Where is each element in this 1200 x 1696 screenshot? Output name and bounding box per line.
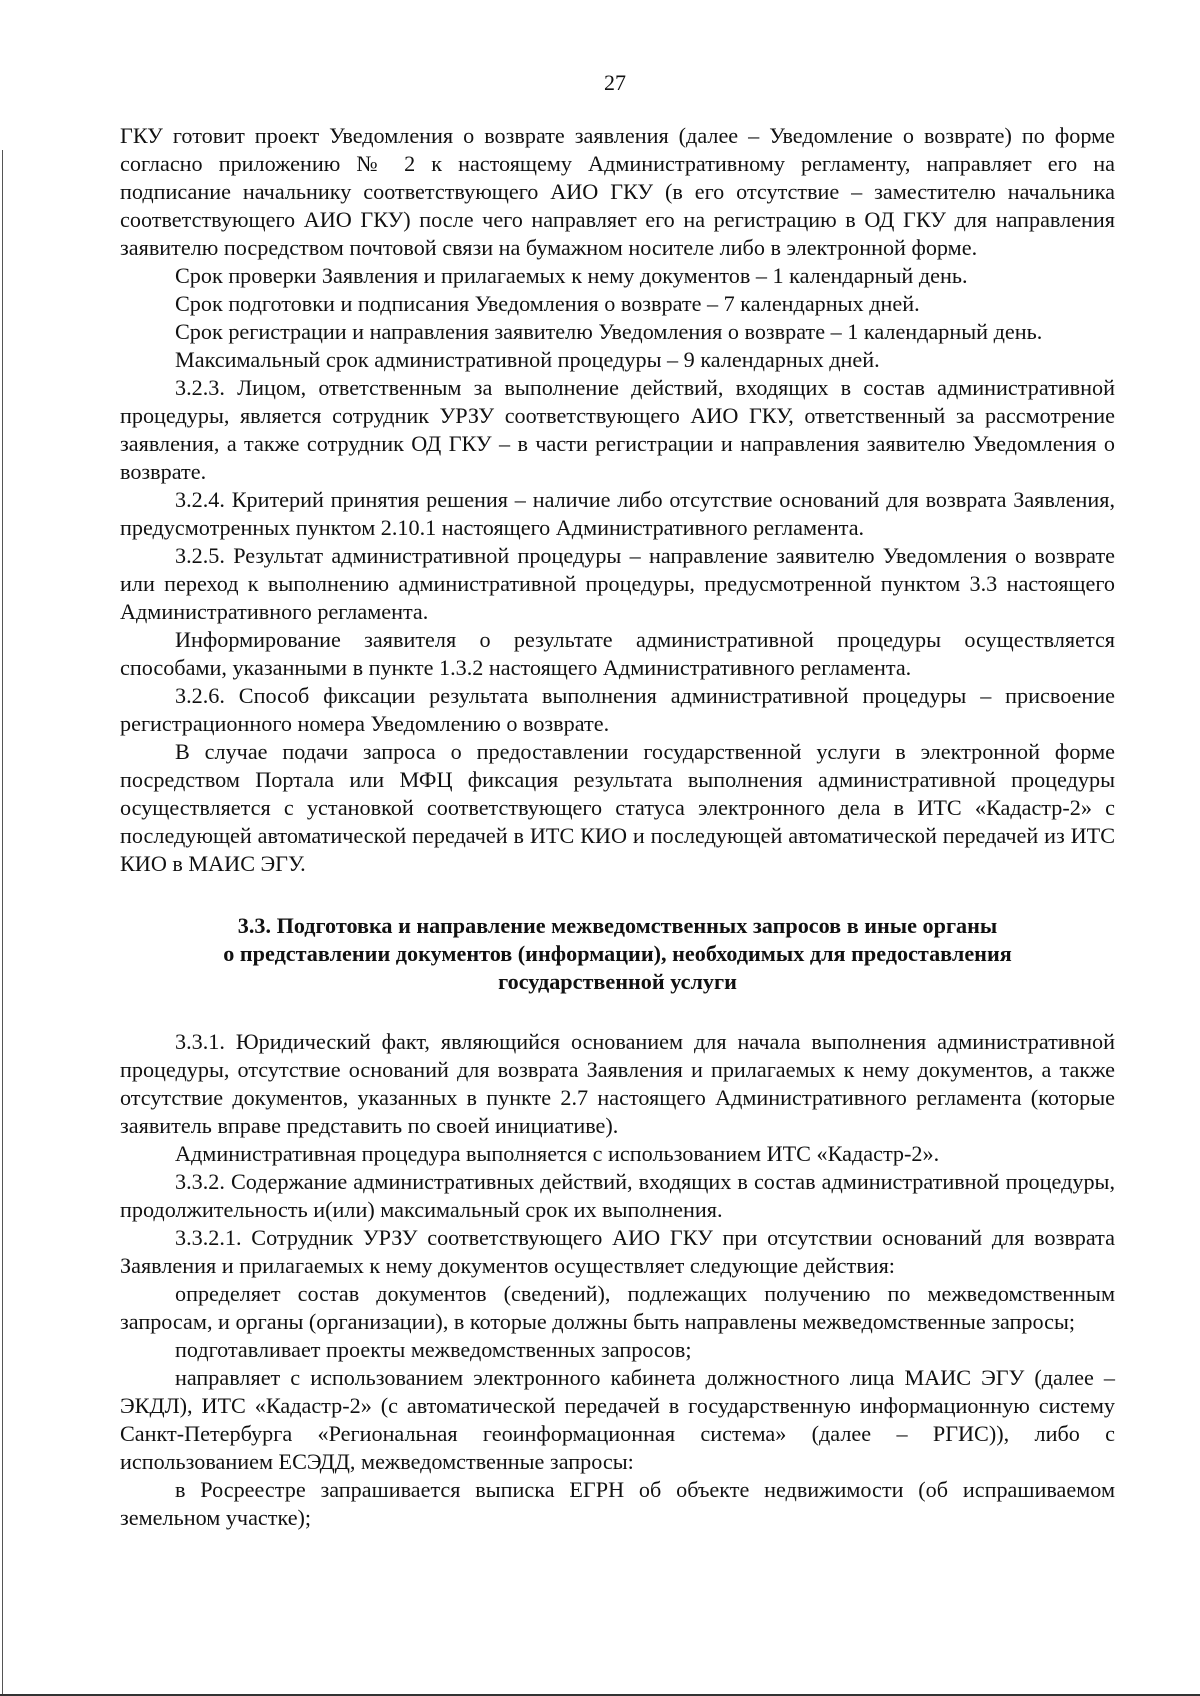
- paragraph: Срок регистрации и направления заявителю Уведомления о возврате – 1 календарный день.: [175, 319, 1043, 344]
- paragraphs-after: [120, 1028, 1115, 1532]
- paragraph: 3.3.2. Содержание административных действий, входящих в состав административной процедуры, продолжительность и(или) максимальный срок их выполнения.: [120, 1169, 1115, 1222]
- section-heading: [120, 912, 1115, 996]
- paragraph: 3.2.4. Критерий принятия решения – наличие либо отсутствие оснований для возврата Заявления, предусмотренных пунктом 2.10.1 настоящего Административного регламента.: [120, 487, 1115, 540]
- document-body: [120, 122, 1115, 1532]
- paragraph: 3.2.3. Лицом, ответственным за выполнение действий, входящих в состав административной процедуры, является сотрудник УРЗУ соответствующего АИО ГКУ, ответственный за рассмотрение заявления, а также сотрудник ОД ГКУ – в части регистрации и направления заявителю Уведомления о возврате.: [120, 375, 1115, 484]
- section-heading-line: государственной услуги: [498, 969, 737, 994]
- section-heading-line: 3.3. Подготовка и направление межведомственных запросов в иные органы: [237, 913, 998, 938]
- paragraph: Срок проверки Заявления и прилагаемых к нему документов – 1 календарный день.: [175, 263, 968, 288]
- paragraph: определяет состав документов (сведений), подлежащих получению по межведомственным запросам, и органы (организации), в которые должны быть направлены межведомственные запросы;: [120, 1281, 1115, 1334]
- paragraph: направляет с использованием электронного кабинета должностного лица МАИС ЭГУ (далее – ЭКДЛ), ИТС «Кадастр-2» (с автоматической передачей в государственную информационную систему Санкт-Петербурга «Региональная геоинформационная система» (далее – РГИС)), либо с использованием ЕСЭДД, межведомственные запросы:: [120, 1365, 1115, 1474]
- paragraph: Информирование заявителя о результате административной процедуры осуществляется способами, указанными в пункте 1.3.2 настоящего Административного регламента.: [120, 627, 1115, 680]
- paragraphs-before: [120, 122, 1115, 878]
- paragraph: ГКУ готовит проект Уведомления о возврате заявления (далее – Уведомление о возврате) по форме согласно приложению № 2 к настоящему Административному регламенту, направляет его на подписание начальнику соответствующего АИО ГКУ (в его отсутствие – заместителю начальника соответствующего АИО ГКУ) после чего направляет его на регистрацию в ОД ГКУ для направления заявителю посредством почтовой связи на бумажном носителе либо в электронной форме.: [120, 123, 1115, 260]
- page-number: 27: [604, 70, 626, 95]
- scan-edge-left: [2, 150, 3, 1696]
- paragraph: Административная процедура выполняется с использованием ИТС «Кадастр-2».: [175, 1141, 940, 1166]
- paragraph: 3.3.1. Юридический факт, являющийся основанием для начала выполнения административной процедуры, отсутствие оснований для возврата Заявления и прилагаемых к нему документов, а также отсутствие документов, указанных в пункте 2.7 настоящего Административного регламента (которые заявитель вправе представить по своей инициативе).: [120, 1029, 1115, 1138]
- paragraph: в Росреестре запрашивается выписка ЕГРН об объекте недвижимости (об испрашиваемом земельном участке);: [120, 1477, 1115, 1530]
- paragraph: подготавливает проекты межведомственных запросов;: [175, 1337, 692, 1362]
- paragraph: Максимальный срок административной процедуры – 9 календарных дней.: [175, 347, 880, 372]
- paragraph: В случае подачи запроса о предоставлении государственной услуги в электронной форме посредством Портала или МФЦ фиксация результата выполнения административной процедуры осуществляется с установкой соответствующего статуса электронного дела в ИТС «Кадастр-2» с последующей автоматической передачей в ИТС КИО и последующей автоматической передачей из ИТС КИО в МАИС ЭГУ.: [120, 739, 1115, 876]
- paragraph: 3.2.5. Результат административной процедуры – направление заявителю Уведомления о возврате или переход к выполнению административной процедуры, предусмотренной пунктом 3.3 настоящего Административного регламента.: [120, 543, 1115, 624]
- paragraph: 3.3.2.1. Сотрудник УРЗУ соответствующего АИО ГКУ при отсутствии оснований для возврата Заявления и прилагаемых к нему документов осуществляет следующие действия:: [120, 1225, 1115, 1278]
- section-heading-line: о представлении документов (информации), необходимых для предоставления: [223, 941, 1012, 966]
- paragraph: Срок подготовки и подписания Уведомления о возврате – 7 календарных дней.: [175, 291, 920, 316]
- paragraph: 3.2.6. Способ фиксации результата выполнения административной процедуры – присвоение регистрационного номера Уведомлению о возврате.: [120, 683, 1115, 736]
